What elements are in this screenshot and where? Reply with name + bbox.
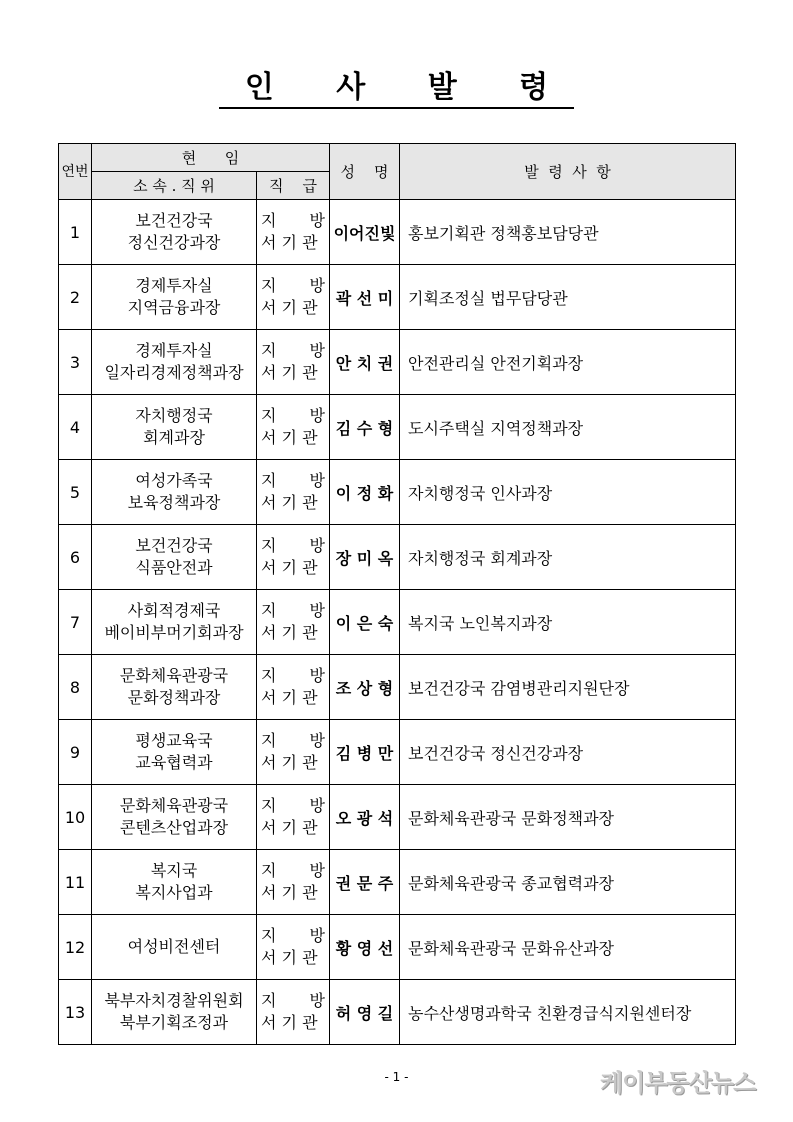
dept-line2: 보육정책과장 (127, 493, 221, 512)
grade-char-a: 지 (261, 471, 277, 490)
grade-cell (257, 330, 330, 395)
row-number: 13 (59, 980, 92, 1045)
grade-char-b: 방 (309, 341, 325, 360)
dept-line1: 복지국 (150, 861, 198, 880)
grade-char-a: 지 (261, 861, 277, 880)
order-text: 안전관리실 안전기획과장 (400, 330, 736, 395)
order-header: 발 령 사 항 (400, 144, 736, 200)
dept-line1: 평생교육국 (135, 731, 213, 750)
dept-cell (92, 330, 257, 395)
grade-cell (257, 785, 330, 850)
page-title (0, 62, 793, 106)
row-number: 5 (59, 460, 92, 525)
grade-cell (257, 395, 330, 460)
row-number: 9 (59, 720, 92, 785)
dept-line2: 식품안전과 (135, 558, 213, 577)
dept-line1: 보건건강국 (135, 536, 213, 555)
person-name: 이어진빛 (330, 200, 400, 265)
row-number: 2 (59, 265, 92, 330)
grade-cell (257, 915, 330, 980)
grade-line2: 서 기 관 (261, 1013, 318, 1032)
person-name: 곽 선 미 (330, 265, 400, 330)
dept-cell (92, 200, 257, 265)
grade-char-b: 방 (309, 601, 325, 620)
dept-cell (92, 395, 257, 460)
grade-cell (257, 590, 330, 655)
dept-line1: 여성비전센터 (127, 937, 221, 956)
grade-char-b: 방 (309, 861, 325, 880)
row-number: 4 (59, 395, 92, 460)
current-header: 현 임 (92, 144, 330, 172)
order-text: 문화체육관광국 문화유산과장 (400, 915, 736, 980)
grade-char-b: 방 (309, 471, 325, 490)
grade-char-a: 지 (261, 796, 277, 815)
table-row (59, 200, 736, 265)
grade-char-b: 방 (309, 666, 325, 685)
grade-char-b: 방 (309, 991, 325, 1010)
order-text: 홍보기획관 정책홍보담당관 (400, 200, 736, 265)
dept-line2: 복지사업과 (135, 883, 213, 902)
grade-char-a: 지 (261, 341, 277, 360)
grade-char-a: 지 (261, 406, 277, 425)
dept-cell (92, 590, 257, 655)
dept-cell (92, 655, 257, 720)
dept-cell (92, 525, 257, 590)
grade-char-a: 지 (261, 276, 277, 295)
grade-char-a: 지 (261, 601, 277, 620)
dept-line2: 지역금융과장 (127, 298, 221, 317)
dept-line2: 일자리경제정책과장 (104, 363, 244, 382)
seq-header (59, 144, 92, 200)
grade-char-b: 방 (309, 211, 325, 230)
grade-cell (257, 460, 330, 525)
dept-cell (92, 460, 257, 525)
grade-cell (257, 525, 330, 590)
dept-line1: 보건건강국 (135, 211, 213, 230)
table-row (59, 655, 736, 720)
grade-line2: 서 기 관 (261, 688, 318, 707)
grade-cell (257, 265, 330, 330)
grade-cell (257, 980, 330, 1045)
grade-line2: 서 기 관 (261, 753, 318, 772)
dept-line2: 교육협력과 (135, 753, 213, 772)
dept-line2: 북부기획조정과 (119, 1013, 229, 1032)
grade-line2: 서 기 관 (261, 623, 318, 642)
grade-cell (257, 655, 330, 720)
row-number: 1 (59, 200, 92, 265)
grade-line2: 서 기 관 (261, 818, 318, 837)
dept-line1: 문화체육관광국 (119, 796, 229, 815)
person-name: 김 병 만 (330, 720, 400, 785)
order-text: 자치행정국 인사과장 (400, 460, 736, 525)
table-row (59, 265, 736, 330)
table-row (59, 525, 736, 590)
dept-cell (92, 850, 257, 915)
person-name: 이 정 화 (330, 460, 400, 525)
grade-char-b: 방 (309, 926, 325, 945)
grade-line2: 서 기 관 (261, 948, 318, 967)
grade-char-b: 방 (309, 276, 325, 295)
dept-line1: 경제투자실 (135, 276, 213, 295)
row-number: 12 (59, 915, 92, 980)
dept-line1: 사회적경제국 (127, 601, 221, 620)
dept-cell (92, 785, 257, 850)
person-name: 안 치 권 (330, 330, 400, 395)
grade-char-b: 방 (309, 796, 325, 815)
person-name: 이 은 숙 (330, 590, 400, 655)
row-number: 7 (59, 590, 92, 655)
dept-cell (92, 980, 257, 1045)
grade-line2: 서 기 관 (261, 493, 318, 512)
person-name: 허 영 길 (330, 980, 400, 1045)
grade-cell (257, 200, 330, 265)
dept-line1: 자치행정국 (135, 406, 213, 425)
grade-cell (257, 720, 330, 785)
watermark-logo: 케이부동산뉴스 (600, 1069, 756, 1097)
grade-line2: 서 기 관 (261, 298, 318, 317)
person-name: 오 광 석 (330, 785, 400, 850)
table-row (59, 785, 736, 850)
personnel-table (58, 143, 736, 1045)
grade-char-a: 지 (261, 211, 277, 230)
grade-char-a: 지 (261, 731, 277, 750)
person-name: 장 미 옥 (330, 525, 400, 590)
dept-line1: 북부자치경찰위원회 (104, 991, 244, 1010)
grade-line2: 서 기 관 (261, 558, 318, 577)
grade-char-b: 방 (309, 536, 325, 555)
order-text: 문화체육관광국 문화정책과장 (400, 785, 736, 850)
table-row (59, 590, 736, 655)
order-text: 문화체육관광국 종교협력과장 (400, 850, 736, 915)
dept-cell (92, 265, 257, 330)
row-number: 8 (59, 655, 92, 720)
grade-char-b: 방 (309, 406, 325, 425)
grade-char-a: 지 (261, 666, 277, 685)
dept-line2: 콘텐츠산업과장 (119, 818, 229, 837)
table-row (59, 720, 736, 785)
row-number: 6 (59, 525, 92, 590)
grade-char-a: 지 (261, 926, 277, 945)
seq-header-text: 연번 (61, 163, 89, 180)
grade-cell (257, 850, 330, 915)
dept-line2: 문화정책과장 (127, 688, 221, 707)
grade-line2: 서 기 관 (261, 428, 318, 447)
person-name: 김 수 형 (330, 395, 400, 460)
grade-header: 직 급 (257, 172, 330, 200)
order-text: 농수산생명과학국 친환경급식지원센터장 (400, 980, 736, 1045)
title-text: 인 사 발 령 (219, 70, 574, 109)
person-name: 조 상 형 (330, 655, 400, 720)
dept-cell (92, 915, 257, 980)
table-row (59, 330, 736, 395)
person-name: 황 영 선 (330, 915, 400, 980)
table-row (59, 395, 736, 460)
table-row (59, 460, 736, 525)
order-text: 도시주택실 지역정책과장 (400, 395, 736, 460)
name-header: 성 명 (330, 144, 400, 200)
order-text: 보건건강국 정신건강과장 (400, 720, 736, 785)
grade-char-a: 지 (261, 536, 277, 555)
dept-header: 소 속 . 직 위 (92, 172, 257, 200)
grade-line2: 서 기 관 (261, 233, 318, 252)
dept-line1: 여성가족국 (135, 471, 213, 490)
dept-line1: 경제투자실 (135, 341, 213, 360)
dept-line2: 베이비부머기회과장 (104, 623, 244, 642)
table-row (59, 850, 736, 915)
grade-char-a: 지 (261, 991, 277, 1010)
table-row (59, 980, 736, 1045)
order-text: 기획조정실 법무담당관 (400, 265, 736, 330)
grade-char-b: 방 (309, 731, 325, 750)
row-number: 10 (59, 785, 92, 850)
order-text: 자치행정국 회계과장 (400, 525, 736, 590)
row-number: 11 (59, 850, 92, 915)
row-number: 3 (59, 330, 92, 395)
order-text: 보건건강국 감염병관리지원단장 (400, 655, 736, 720)
page-number: - 1 - (384, 1070, 409, 1084)
dept-line1: 문화체육관광국 (119, 666, 229, 685)
dept-line2: 정신건강과장 (127, 233, 221, 252)
dept-cell (92, 720, 257, 785)
person-name: 권 문 주 (330, 850, 400, 915)
order-text: 복지국 노인복지과장 (400, 590, 736, 655)
grade-line2: 서 기 관 (261, 883, 318, 902)
grade-line2: 서 기 관 (261, 363, 318, 382)
table-row (59, 915, 736, 980)
dept-line2: 회계과장 (143, 428, 205, 447)
